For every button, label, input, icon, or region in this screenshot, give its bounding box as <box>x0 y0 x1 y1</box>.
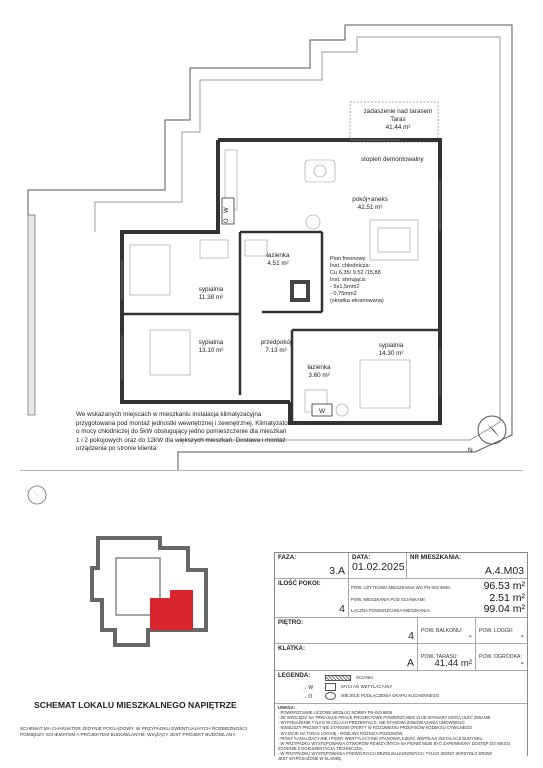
room-area-bedroom-1: 11.38 m² <box>198 294 224 301</box>
legend-w-row: → W <box>302 685 314 691</box>
room-name-bedroom-1: sypialnia <box>198 286 224 293</box>
legend-label: LEGENDA: <box>278 672 311 679</box>
note-line: - W PRZYPADKU WYSTĘPOWANIA PODWÓJNYCH DRZWI BALKONOWYCH, TYLKO JEDNO SKRZYDŁO DRZWI <box>278 750 492 756</box>
note-line: ZGODNIE Z DOKUMENTACJĄ TECHNICZNĄ <box>278 745 363 751</box>
rooms-label: ILOŚĆ POKOI: <box>278 580 321 587</box>
hood-icon <box>325 692 336 700</box>
divider <box>20 470 523 471</box>
apartment-walls <box>122 140 440 423</box>
area-label-2: POW. MIESZKANIA POD ŚCIANKAMI: <box>351 597 426 602</box>
room-area-living: 42.51 m² <box>357 204 383 211</box>
legend-wo <box>302 684 313 702</box>
garden-label: POW. OGRÓDKA: <box>479 654 522 660</box>
faza-label: FAZA: <box>278 554 297 561</box>
ac-note-line: We wskazanych miejscach w mieszkaniu instalacja klimatyzacyjna <box>76 411 262 418</box>
faza-cell <box>275 553 349 578</box>
room-name-terrace: Taras <box>390 116 406 123</box>
terrace-roof-label: zadaszenie nad tarasem <box>363 108 433 115</box>
room-name-bath-2: łazienka <box>307 364 331 371</box>
room-name-bath-1: łazienka <box>266 252 290 259</box>
legend-vent: WYCI AG WETYLACYJNY <box>341 684 393 689</box>
area-value-3: 99.04 m² <box>483 603 525 615</box>
note-line: JEST WYPOSAŻONE W KLAMKĘ. <box>278 756 343 762</box>
riser-line: (skrętka ekranowana) <box>330 298 384 304</box>
legend-row <box>275 671 527 704</box>
stair-value: A <box>406 657 414 669</box>
note-line: - W PRZYPADKU WYSTĘPOWANIA OTWORÓW REWIZYJNYCH NA PIONIE MUSI BYĆ ZAPEWNIONY DOSTĘP DO NIEGO, <box>278 740 512 746</box>
loggia-value: - <box>520 630 524 642</box>
room-area-bath-2: 3.60 m² <box>308 372 330 379</box>
disclaimer-line: SCHEMAT MA CHARAKTER JEDYNIE POGLĄDOWY. W PRZYPADKU EWENTUALNYCH ROZBIEŻNOŚCI <box>20 726 248 731</box>
balcony-cell <box>418 618 476 643</box>
data-value: 01.02.2025 <box>352 561 405 573</box>
wall-hatch-icon <box>325 675 351 681</box>
removable-step-label: stopień demontowalny <box>361 156 424 163</box>
balcony-edge <box>28 215 35 415</box>
area-label-1: POW. UŻYTKOWA MIESZKANIA WG PN-ISO 9836: <box>351 585 451 590</box>
north-label: N <box>468 447 473 454</box>
areas-cell <box>349 579 527 617</box>
notes-cell <box>275 704 527 762</box>
area-value-2: 2.51 m² <box>489 592 525 604</box>
room-area-bath-1: 4.51 m² <box>267 260 289 267</box>
north-arrow-icon <box>478 416 506 444</box>
ac-note-line: przygotowana pod montaż jednostki wewnętrznej i zewnętrznej. Klimatyzator <box>76 419 290 427</box>
floor-label: PIĘTRO: <box>278 619 304 626</box>
room-name-bedroom-3: sypialnia <box>378 342 404 349</box>
notes-title: UWAGA: <box>278 705 296 710</box>
terrace-cell <box>418 644 476 670</box>
disclaimer-line: POMIĘDZY SCHEMATEM A PROJEKTEM BUDOWLANYM, WIĄŻĄCY JEST PROJEKT BUDOWLANY. <box>20 732 237 738</box>
floor-cell <box>275 618 418 643</box>
garden-cell <box>476 644 527 670</box>
rooms-value: 4 <box>339 603 345 615</box>
ac-note-line: 1 i 2 pokojowych oraz do 12kW dla większych mieszkań. Dostawa i montaż <box>76 436 286 444</box>
terrace-label: POW. TARASU: <box>421 654 458 660</box>
room-name-living: pokój+aneks <box>352 196 388 203</box>
note-line: - WYJŚCIE NA TARAS LOGGIĘ - MOŻLIWA RÓŻNICA POZIOMÓW <box>278 730 403 736</box>
info-table <box>274 552 528 762</box>
data-label: DATA: <box>352 554 371 561</box>
area-value-1: 96.53 m² <box>483 580 525 592</box>
marker-w-text-2: W <box>319 408 326 415</box>
nr-cell <box>407 553 527 578</box>
marker-o-text: O <box>224 218 230 223</box>
riser-line: Pion freonowy <box>330 256 366 262</box>
compass-icon <box>28 486 46 504</box>
loggia-cell <box>476 618 527 643</box>
room-area-terrace: 41.44 m² <box>385 124 411 131</box>
legend-o-row: → O <box>302 694 313 700</box>
balcony-label: POW. BALKONU: <box>421 628 463 634</box>
legend-o: O <box>308 694 313 700</box>
note-line: - ZE WZGLĘDU NA TRWAJĄCE PRACE PROJEKTOWE POWIERZCHNIE I/LUB WYMIARY MOGĄ ULEC ZMIANIE <box>278 715 491 721</box>
legend-w: W <box>308 685 314 691</box>
nr-value: A.4.M03 <box>484 565 524 577</box>
data-cell <box>349 553 407 578</box>
ac-note-line: urządzenia po stronie klienta. <box>76 445 158 452</box>
nr-label: NR MIESZKANIA: <box>410 554 462 561</box>
riser-line: Inst. chłodnicza: <box>330 263 371 269</box>
ac-note-line: o mocy chłodniczej do 5kW obsługujący jedno pomieszczenie dla mieszkań <box>76 428 287 435</box>
schema-title: SCHEMAT LOKALU MIESZKALNEGO NAPIĘTRZE <box>34 700 237 710</box>
note-line: - NINIEJSZY PROJEKT NIE STANOWI OFERTY W ROZUMIENIU PRZEPISÓW KODEKSU CYWILNEGO <box>278 725 472 731</box>
notes-row <box>275 704 527 762</box>
loggia-label: POW. LOGGII: <box>479 628 514 634</box>
room-area-bedroom-3: 14.30 m² <box>378 350 404 357</box>
stair-cell <box>275 644 418 670</box>
rooms-cell <box>275 579 349 617</box>
riser-line: - 0,75mm2 <box>330 291 357 297</box>
area-label-3: ŁĄCZNA POWIERZCHNIA MIESZKANIA: <box>351 608 431 613</box>
furniture <box>130 150 418 416</box>
legend-cell <box>275 671 527 703</box>
room-name-bedroom-2: sypialnia <box>198 339 224 346</box>
note-line: - PIONY KANALIZACYJNE I PIONY WENTYLACYJNE STANOWIĄ CZĘŚĆ WSPÓLNĄ INSTALACJI BUDYNKU <box>278 735 483 741</box>
vent-icon <box>325 683 336 691</box>
room-area-bedroom-2: 13.10 m² <box>198 347 224 354</box>
terrace-value: 41.44 m² <box>434 658 472 669</box>
riser-line: - 5x1,5mm2 <box>330 284 360 290</box>
legend-hood: MIEJSCE PODŁĄCZENIA OKAPU KUCHENNEGO <box>341 693 440 698</box>
floor-value: 4 <box>408 630 414 642</box>
riser-line: Cu 6,35/ 9,52 /15,88 <box>330 270 381 276</box>
note-line: - WYPOSAŻENIE TYLKO W CELACH PREZENTACJI, NIE STANOWI ZOBOWIĄZANIA UMOWNEGO <box>278 720 465 726</box>
marker-w-text: W <box>224 207 230 213</box>
riser-line: Inst. sterująca: <box>330 277 367 283</box>
riser-shaft-inner <box>294 284 306 298</box>
schema-disclaimer <box>20 726 247 738</box>
key-plan <box>20 480 270 660</box>
garden-value: - <box>520 657 524 669</box>
room-name-hall: przedpokój <box>260 339 292 346</box>
room-area-hall: 7.13 m² <box>265 347 287 354</box>
legend-walls: ŚCIANKI <box>356 675 374 680</box>
stair-label: KLATKA: <box>278 645 306 652</box>
faza-value: 3.A <box>329 565 345 577</box>
note-line: - POWIERZCHNIE LICZONE WEDŁUG NORMY PN-ISO 9836 <box>278 710 393 716</box>
balcony-value: - <box>468 630 472 642</box>
